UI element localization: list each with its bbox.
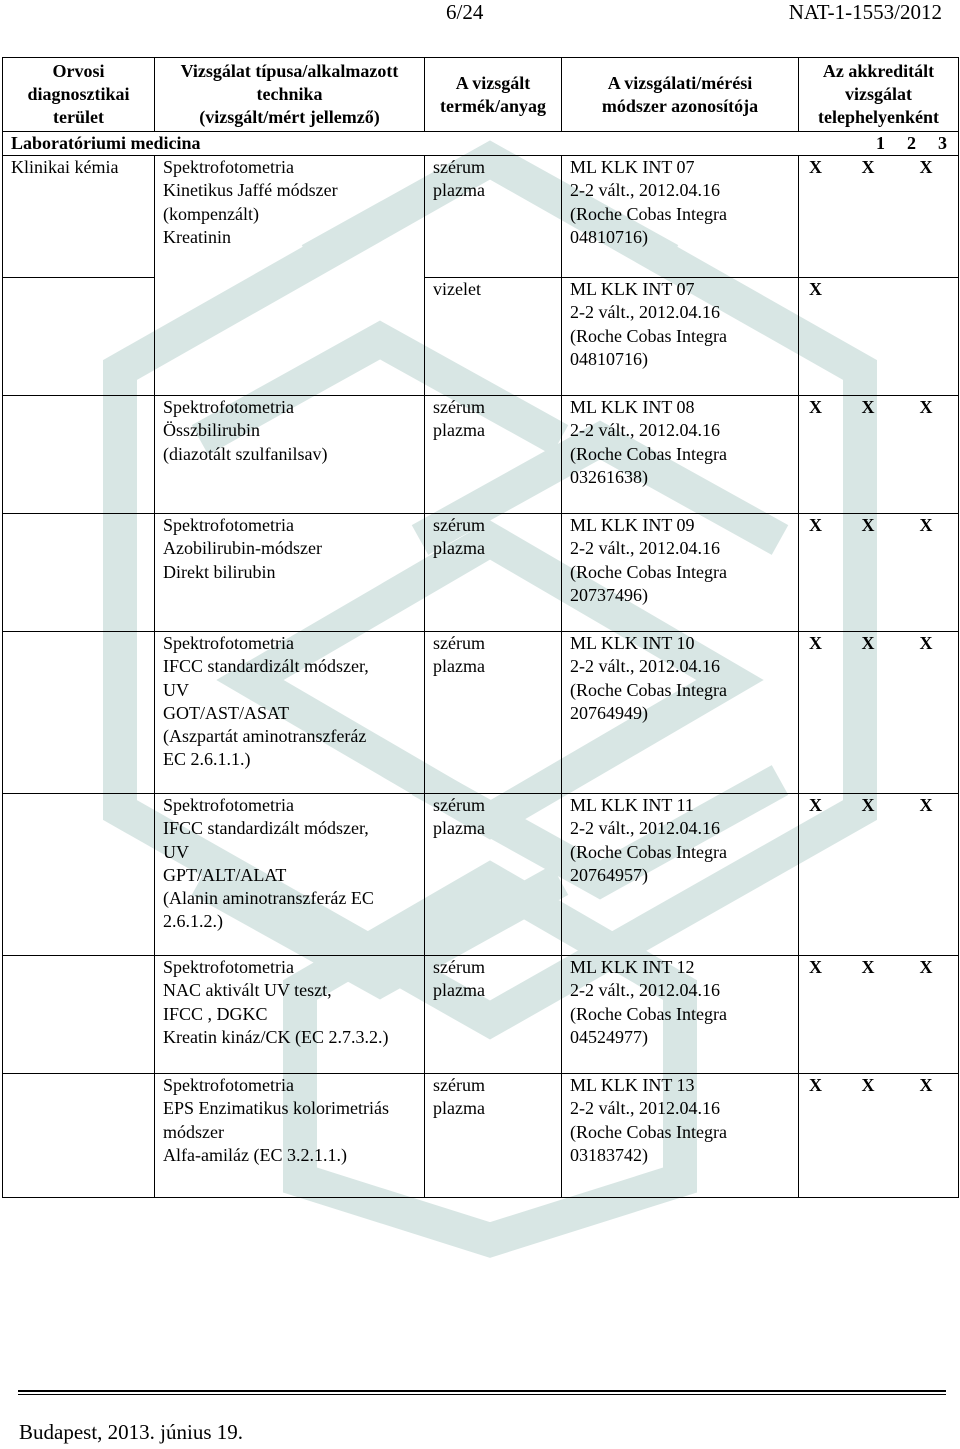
cell-material-line: plazma [433,180,485,201]
footer-place-date: Budapest, 2013. június 19. [19,1420,243,1444]
cell-technique [155,956,425,1074]
cell-technique-line: Spektrofotometria [163,957,294,978]
table-header-row [3,58,959,132]
cell-material-line: szérum [433,157,485,178]
site-mark: X [861,633,875,654]
cell-material-line: szérum [433,957,485,978]
site-mark: X [861,157,875,178]
cell-method-line: 03183742) [570,1144,648,1165]
cell-material-line: plazma [433,980,485,1001]
cell-technique [155,278,425,396]
cell-technique-line: NAC aktivált UV teszt, [163,980,332,1001]
table-row [3,1074,959,1198]
cell-technique-line: Kreatin kináz/CK (EC 2.7.3.2.) [163,1026,389,1047]
cell-method-line: (Roche Cobas Integra [570,679,727,700]
cell-method-line: ML KLK INT 07 [570,279,695,300]
cell-technique-line: IFCC standardizált módszer, [163,656,369,677]
cell-method-line: 04524977) [570,1026,648,1047]
cell-material [425,156,562,278]
col-header-method: A vizsgálati/mérési módszer azonosítója [562,58,799,132]
site-mark: X [861,397,875,418]
site-mark: X [919,397,933,418]
cell-technique-line: Spektrofotometria [163,1075,294,1096]
cell-method-line: 2-2 vált., 2012.04.16 [570,1098,720,1119]
cell-technique-line: módszer [163,1121,224,1142]
cell-technique-line: Spektrofotometria [163,515,294,536]
cell-technique-line: Kreatinin [163,226,231,247]
cell-material-line: szérum [433,795,485,816]
cell-material [425,632,562,794]
cell-technique-line: GOT/AST/ASAT [163,702,290,723]
area-label: Klinikai kémia [11,157,119,178]
cell-method-line: ML KLK INT 10 [570,633,695,654]
table-row [3,396,959,514]
cell-material [425,278,562,396]
cell-technique-line: (Aszpartát aminotranszferáz [163,726,367,747]
cell-material-line: plazma [433,420,485,441]
section-label: Laboratóriumi medicina [11,133,201,153]
cell-technique-line: Azobilirubin-módszer [163,538,322,559]
cell-area [3,956,155,1074]
cell-technique-line: EC 2.6.1.1.) [163,749,251,770]
site-mark: X [919,633,933,654]
cell-technique-line: UV [163,841,189,862]
site-numbers: 1 2 3 [876,133,947,153]
site-mark: X [809,515,822,536]
cell-technique-line: (kompenzált) [163,203,259,224]
cell-method [562,956,799,1074]
col-header-technique: Vizsgálat típusa/alkalmazott technika (vizsgált/mért jellemző) [155,58,425,132]
cell-technique-line: Spektrofotometria [163,397,294,418]
site-mark: X [919,795,933,816]
cell-method-line: 20737496) [570,584,648,605]
cell-material-line: szérum [433,515,485,536]
table-row [3,156,959,278]
cell-technique-line: EPS Enzimatikus kolorimetriás [163,1098,389,1119]
cell-method [562,1074,799,1198]
cell-technique-line: (Alanin aminotranszferáz EC [163,888,374,909]
cell-sites [799,396,959,514]
cell-method-line: ML KLK INT 12 [570,957,695,978]
site-mark: X [809,795,822,816]
cell-method-line: ML KLK INT 09 [570,515,695,536]
footer-divider-thin [18,1394,946,1395]
cell-sites [799,514,959,632]
cell-sites [799,794,959,956]
cell-technique-line: GPT/ALT/ALAT [163,864,287,885]
cell-method-line: ML KLK INT 08 [570,397,695,418]
cell-method-line: (Roche Cobas Integra [570,1121,727,1142]
cell-method-line: (Roche Cobas Integra [570,325,727,346]
cell-technique-line: Kinetikus Jaffé módszer [163,180,338,201]
cell-technique-line: IFCC , DGKC [163,1003,268,1024]
cell-method-line: 03261638) [570,466,648,487]
cell-method [562,794,799,956]
cell-method-line: (Roche Cobas Integra [570,203,727,224]
site-mark: X [919,957,933,978]
cell-method-line: 20764957) [570,864,648,885]
cell-sites [799,156,959,278]
cell-method [562,278,799,396]
cell-method-line: 2-2 vált., 2012.04.16 [570,980,720,1001]
cell-method [562,514,799,632]
site-mark: X [919,157,933,178]
cell-technique-line: Spektrofotometria [163,157,294,178]
section-row [3,132,959,156]
cell-material-line: plazma [433,656,485,677]
cell-material-line: vizelet [433,279,481,300]
site-mark: X [919,515,933,536]
cell-method-line: 04810716) [570,226,648,247]
cell-area [3,794,155,956]
cell-method [562,632,799,794]
cell-material-line: szérum [433,397,485,418]
cell-material-line: szérum [433,1075,485,1096]
cell-method-line: 2-2 vált., 2012.04.16 [570,818,720,839]
site-mark: X [809,957,822,978]
cell-method-line: 20764949) [570,702,648,723]
cell-area [3,1074,155,1198]
site-mark: X [861,957,875,978]
cell-method [562,156,799,278]
cell-technique [155,514,425,632]
cell-sites [799,956,959,1074]
cell-technique [155,156,425,278]
cell-material [425,396,562,514]
cell-technique [155,632,425,794]
cell-method-line: ML KLK INT 07 [570,157,695,178]
cell-method-line: (Roche Cobas Integra [570,1003,727,1024]
table-row [3,632,959,794]
cell-sites [799,632,959,794]
accreditation-table [2,57,959,1198]
cell-technique-line: UV [163,679,189,700]
cell-technique-line: IFCC standardizált módszer, [163,818,369,839]
cell-area [3,632,155,794]
cell-method-line: (Roche Cobas Integra [570,443,727,464]
cell-area [3,514,155,632]
cell-method-line: 04810716) [570,348,648,369]
footer-divider [18,1390,946,1392]
cell-material [425,956,562,1074]
cell-sites [799,278,959,396]
table-row [3,794,959,956]
cell-method-line: 2-2 vált., 2012.04.16 [570,538,720,559]
site-mark: X [861,795,875,816]
site-mark: X [861,1075,875,1096]
cell-material-line: plazma [433,818,485,839]
cell-method [562,396,799,514]
cell-method-line: 2-2 vált., 2012.04.16 [570,420,720,441]
site-mark: X [861,515,875,536]
cell-technique-line: 2.6.1.2.) [163,911,223,932]
cell-material-line: szérum [433,633,485,654]
page-number: 6/24 [446,0,484,24]
table-row [3,956,959,1074]
site-mark: X [809,1075,822,1096]
cell-method-line: (Roche Cobas Integra [570,561,727,582]
cell-method-line: 2-2 vált., 2012.04.16 [570,180,720,201]
site-mark: X [809,397,822,418]
cell-method-line: (Roche Cobas Integra [570,841,727,862]
cell-method-line: ML KLK INT 11 [570,795,694,816]
cell-method-line: ML KLK INT 13 [570,1075,695,1096]
cell-material [425,1074,562,1198]
table-row [3,278,959,396]
table-row [3,514,959,632]
site-mark: X [809,279,822,300]
col-header-area: Orvosi diagnosztikai terület [3,58,155,132]
cell-technique-line: Spektrofotometria [163,633,294,654]
cell-area [3,278,155,396]
cell-technique-line: Alfa-amiláz (EC 3.2.1.1.) [163,1144,347,1165]
col-header-material: A vizsgált termék/anyag [425,58,562,132]
cell-material [425,514,562,632]
cell-technique-line: (diazotált szulfanilsav) [163,443,328,464]
site-mark: X [809,157,822,178]
cell-technique-line: Spektrofotometria [163,795,294,816]
cell-method-line: 2-2 vált., 2012.04.16 [570,656,720,677]
cell-area [3,396,155,514]
cell-material-line: plazma [433,1098,485,1119]
cell-technique-line: Összbilirubin [163,420,260,441]
cell-material [425,794,562,956]
cell-method-line: 2-2 vált., 2012.04.16 [570,302,720,323]
cell-sites [799,1074,959,1198]
cell-area [3,156,155,278]
document-id: NAT-1-1553/2012 [788,0,942,24]
cell-material-line: plazma [433,538,485,559]
cell-technique-line: Direkt bilirubin [163,561,276,582]
cell-technique [155,396,425,514]
site-mark: X [919,1075,933,1096]
cell-technique [155,794,425,956]
cell-technique [155,1074,425,1198]
col-header-sites: Az akkreditált vizsgálat telephelyenként [799,58,959,132]
site-mark: X [809,633,822,654]
